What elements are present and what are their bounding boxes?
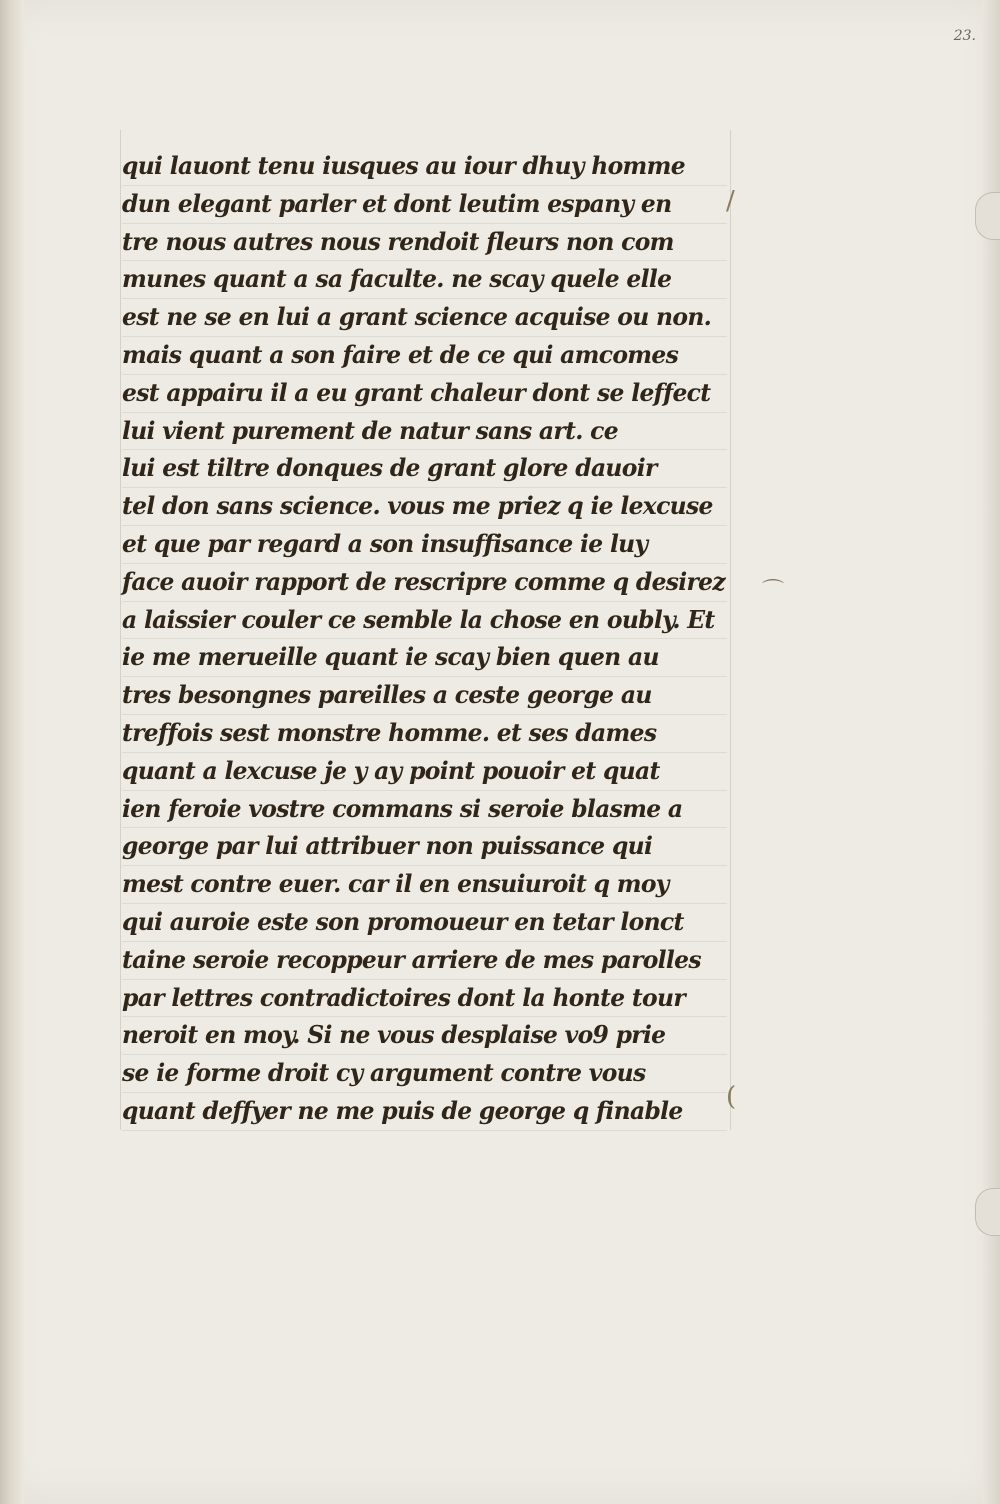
text-line: lui est tiltre donques de grant glore dauoir xyxy=(122,450,727,488)
text-line: quant a lexcuse je y ay point pouoir et quat xyxy=(122,753,727,791)
text-line: face auoir rapport de rescripre comme q desirez xyxy=(122,564,727,602)
text-line: dun elegant parler et dont leutim espany en xyxy=(122,186,727,224)
binding-gutter xyxy=(0,0,24,1504)
text-line: tel don sans science. vous me priez q ie lexcuse xyxy=(122,488,727,526)
text-line: ie me merueille quant ie scay bien quen au xyxy=(122,639,727,677)
page-tab-top xyxy=(975,192,1000,240)
text-line: et que par regard a son insuffisance ie luy xyxy=(122,526,727,564)
text-line: par lettres contradictoires dont la honte tour xyxy=(122,980,727,1018)
folio-number: 23. xyxy=(953,28,976,44)
text-line: george par lui attribuer non puissance qui xyxy=(122,828,727,866)
text-line: taine seroie recoppeur arriere de mes parolles xyxy=(122,942,727,980)
page-tab-bottom xyxy=(975,1188,1000,1236)
text-line: lui vient purement de natur sans art. ce xyxy=(122,413,727,451)
text-line: tre nous autres nous rendoit fleurs non com xyxy=(122,224,727,262)
text-line: est ne se en lui a grant science acquise ou non. xyxy=(122,299,727,337)
margin-stroke: ⌒ xyxy=(762,579,785,604)
text-line: a laissier couler ce semble la chose en oubly. Et xyxy=(122,602,727,640)
text-line: se ie forme droit cy argument contre vous xyxy=(122,1055,727,1093)
text-line: quant deffyer ne me puis de george q finable xyxy=(122,1093,727,1131)
ruling-left xyxy=(120,130,121,1130)
text-line: est appairu il a eu grant chaleur dont se leffect xyxy=(122,375,727,413)
text-line: mais quant a son faire et de ce qui amcomes xyxy=(122,337,727,375)
text-line: ien feroie vostre commans si seroie blasme a xyxy=(122,791,727,829)
text-line: tres besongnes pareilles a ceste george au xyxy=(122,677,727,715)
text-line: treffois sest monstre homme. et ses dames xyxy=(122,715,727,753)
text-line: qui auroie este son promoueur en tetar lonct xyxy=(122,904,727,942)
text-line: munes quant a sa faculte. ne scay quele elle xyxy=(122,261,727,299)
margin-stroke: ( xyxy=(726,1082,737,1112)
text-line: qui lauont tenu iusques au iour dhuy homme xyxy=(122,148,727,186)
text-block xyxy=(122,148,742,1125)
margin-stroke: / xyxy=(726,186,735,216)
text-line: mest contre euer. car il en ensuiuroit q moy xyxy=(122,866,727,904)
text-line: neroit en moy. Si ne vous desplaise vo9 prie xyxy=(122,1017,727,1055)
